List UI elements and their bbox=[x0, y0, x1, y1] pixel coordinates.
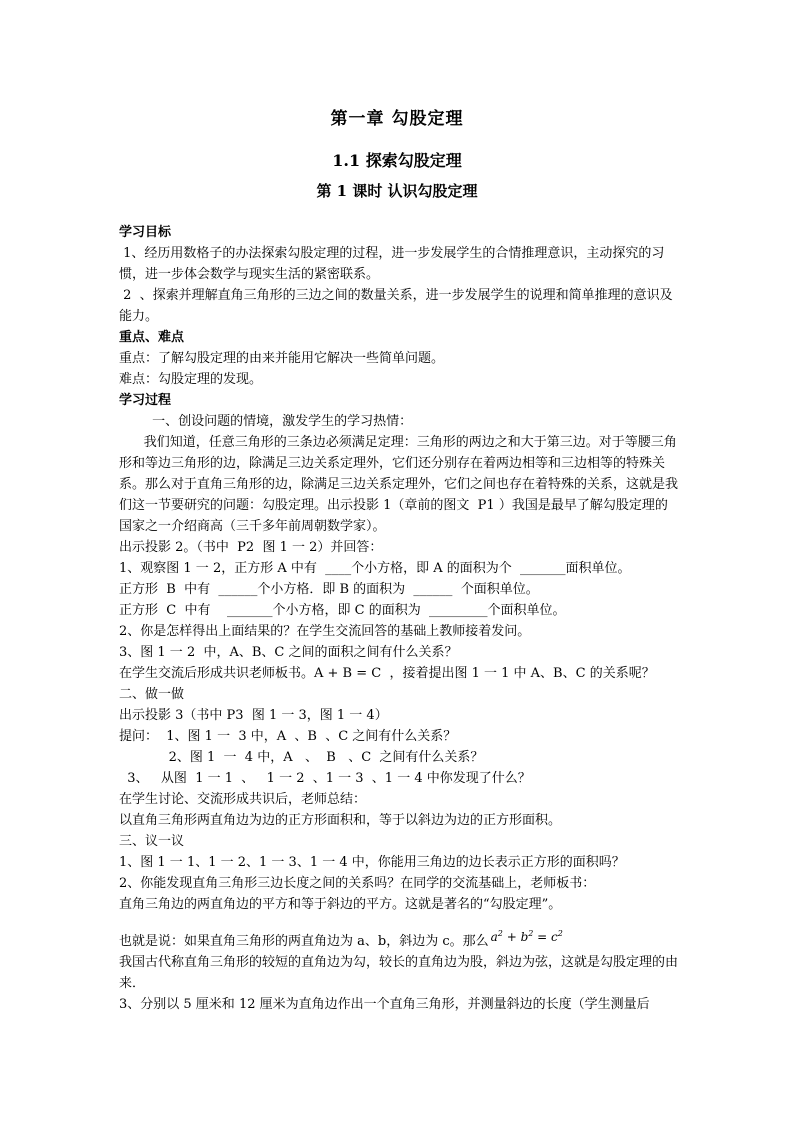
formula-a: a bbox=[490, 930, 498, 944]
spacer bbox=[119, 915, 679, 923]
discuss-1: 1、图 1 一 1、1 一 2、1 一 3、1 一 4 中，你能用三角边的边长表示正方形的面积吗？ bbox=[119, 855, 625, 870]
formula-c: c bbox=[551, 930, 558, 944]
discuss-2: 2、你能发现直角三角形三边长度之间的关系吗？在同学的交流基础上，老师板书： bbox=[119, 876, 596, 891]
projection-3: 出示投影 3（书中 P3 图 1 一 3，图 1 一 4） bbox=[119, 708, 388, 723]
step-3: 三、议一议 bbox=[119, 834, 185, 849]
key-point: 重点：了解勾股定理的由来并能用它解决一些简单问题。 bbox=[119, 351, 445, 366]
goals-heading: 学习目标 bbox=[119, 225, 172, 240]
that-is-line bbox=[119, 923, 679, 952]
summary-2: 以直角三角形两直角边为边的正方形面积和，等于以斜边为边的正方形面积。 bbox=[119, 813, 562, 828]
formula-plus: + bbox=[502, 930, 521, 944]
question-2: 2、你是怎样得出上面结果的？在学生交流回答的基础上教师接着发问。 bbox=[119, 624, 531, 639]
formula-b: b bbox=[520, 930, 529, 944]
summary-1: 在学生讨论、交流形成共识后，老师总结： bbox=[119, 792, 367, 807]
question-3b: 在学生交流后形成共识老师板书。A + B = C ，接着提出图 1 一 1 中 A、B、C 的关系呢？ bbox=[119, 666, 655, 681]
section-title: 1.1 探索勾股定理 bbox=[332, 151, 462, 170]
key-heading: 重点、难点 bbox=[119, 330, 185, 345]
formula-exp-c: 2 bbox=[557, 929, 563, 938]
question-1c: 正方形 C 中有 _______个小方格，即 C 的面积为 _________个面积单位。 bbox=[119, 603, 566, 618]
pythagorean-formula bbox=[491, 930, 563, 944]
ask-2: 2、图 1 一 4 中，A 、 B 、C 之间有什么关系？ bbox=[119, 750, 484, 765]
process-heading: 学习过程 bbox=[119, 393, 172, 408]
ask-3: 3、 从图 1 一 1 、 1 一 2 、1 一 3 、1 一 4 中你发现了什么？ bbox=[119, 771, 531, 786]
intro-paragraph: 我们知道，任意三角形的三条边必须满足定理：三角形的两边之和大于第三边。对于等腰三角形和等边三角形的边，除满足三边关系定理外，它们还分别存在着两边相等和三边相等的特殊关系。那么对于直角三角形的边，除满足三边关系定理外，它们之间也存在着特殊的关系，这就是我们这一节要研究的问题：勾股定理。出示投影 1（章前的图文 P1 ）我国是最早了解勾股定理的国家之一介绍商高（三千多年前周朝数学家）。 bbox=[119, 435, 679, 534]
lesson-title: 第 1 课时 认识勾股定理 bbox=[316, 182, 478, 200]
discuss-3: 3、分别以 5 厘米和 12 厘米为直角边作出一个直角三角形，并测量斜边的长度（学生测量后 bbox=[119, 997, 650, 1012]
step-1: 一、创设问题的情境，激发学生的学习热情： bbox=[119, 414, 413, 429]
projection-2: 出示投影 2。（书中 P2 图 1 一 2）并回答： bbox=[119, 540, 383, 555]
formula-exp-a: 2 bbox=[497, 929, 503, 938]
difficulty: 难点：勾股定理的发现。 bbox=[119, 372, 263, 387]
ask-1: 提问： 1、图 1 一 3 中，A 、B 、C 之间有什么关系？ bbox=[119, 729, 457, 744]
history-paragraph: 我国古代称直角三角形的较短的直角边为勾，较长的直角边为股，斜边为弦，这就是勾股定理的由来． bbox=[119, 955, 679, 991]
step-2: 二、做一做 bbox=[119, 687, 185, 702]
goal-1: 1、经历用数格子的办法探索勾股定理的过程，进一步发展学生的合情推理意识，主动探究的习惯，进一步体会数学与现实生活的紧密联系。 bbox=[119, 246, 665, 282]
formula-exp-b: 2 bbox=[528, 929, 534, 938]
that-is-text: 也就是说：如果直角三角形的两直角边为 a、b，斜边为 c。那么 bbox=[119, 934, 489, 949]
discuss-2b: 直角三角边的两直角边的平方和等于斜边的平方。这就是著名的“勾股定理”。 bbox=[119, 897, 562, 912]
chapter-title: 第一章 勾股定理 bbox=[330, 109, 464, 129]
question-1: 1、观察图 1 一 2，正方形 A 中有 ____个小方格，即 A 的面积为个 _______面积单位。 bbox=[119, 561, 631, 576]
formula-equals: = bbox=[533, 930, 552, 944]
question-1b: 正方形 B 中有 ______个小方格．即 B 的面积为 ______ 个面积单位。 bbox=[119, 582, 539, 597]
goal-2: 2 、探索并理解直角三角形的三边之间的数量关系，进一步发展学生的说理和简单推理的意识及能力。 bbox=[119, 288, 673, 324]
question-3: 3、图 1 一 2 中，A、B、C 之间的面积之间有什么关系？ bbox=[119, 645, 458, 660]
document-body bbox=[119, 222, 679, 1015]
